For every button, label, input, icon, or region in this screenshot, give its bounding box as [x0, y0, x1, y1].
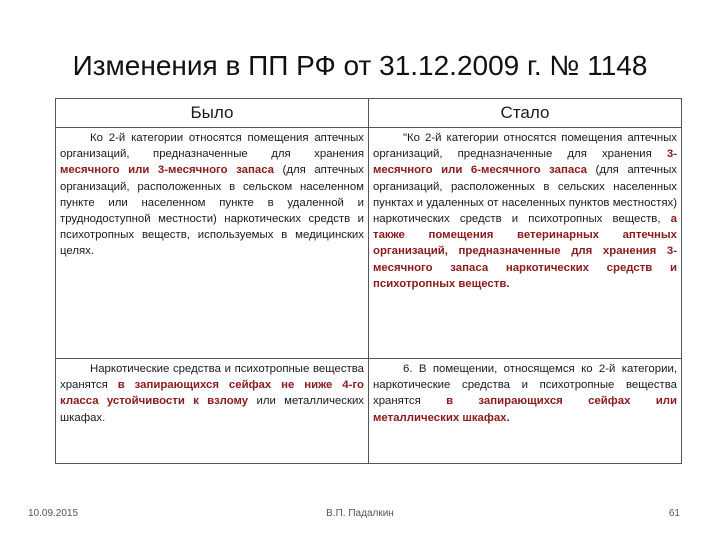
column-header-now: Стало [369, 99, 682, 128]
text-segment: Наркотические средства и психотропные вещества хранятся [60, 363, 364, 392]
cell-text [373, 361, 677, 426]
cell-was [56, 128, 369, 359]
column-header-was: Было [56, 99, 369, 128]
text-segment: "Ко 2-й категории относятся помещения аптечных организаций, предназначенные для хранения [373, 132, 677, 161]
table-row [56, 128, 682, 359]
text-segment: (для аптечных организаций, расположенных в сельском населенном пункте или населенном пункте в удаленной и труднодоступной местности) наркотических средств и психотропных веществ, используемых в медицинских целях. [60, 164, 364, 258]
text-segment: или металлических шкафах. [60, 395, 365, 424]
cell-was [56, 359, 369, 464]
cell-text [373, 130, 677, 292]
cell-text [60, 361, 364, 426]
footer-author: В.П. Падалкин [326, 508, 394, 519]
cell-now [369, 359, 682, 464]
highlighted-text: в запирающихся сейфах или металлических шкафах. [373, 395, 677, 424]
cell-text [60, 130, 364, 260]
highlighted-text: 3-месячного или 6-месячного запаса [373, 148, 677, 177]
highlighted-text: в запирающихся сейфах не ниже 4-го класса устойчивости к взлому [60, 379, 364, 408]
footer-date: 10.09.2015 [28, 508, 79, 519]
text-segment: 6. В помещении, относящемся ко 2-й категории, наркотические средства и психотропные вещества хранятся [373, 363, 677, 408]
text-segment: Ко 2-й категории относятся помещения аптечных организаций, предназначенные для хранения [60, 132, 364, 161]
table-row [56, 359, 682, 464]
slide-title: Изменения в ПП РФ от 31.12.2009 г. № 1148 [72, 50, 648, 81]
comparison-table [55, 98, 682, 464]
text-segment: (для аптечных организаций, расположенных в сельских населенных пунктах и удаленных от населенных пунктов местностях) наркотических средств и психотропных веществ, [373, 164, 677, 226]
cell-now [369, 128, 682, 359]
table-header-row [56, 99, 682, 128]
footer-page-number: 61 [668, 508, 680, 519]
highlighted-text: месячного или 3-месячного запаса [60, 164, 275, 177]
highlighted-text: а также помещения ветеринарных аптечных организаций, предназначенные для хранения 3-месячного запаса наркотических средств и психотропных веществ. [373, 213, 677, 290]
